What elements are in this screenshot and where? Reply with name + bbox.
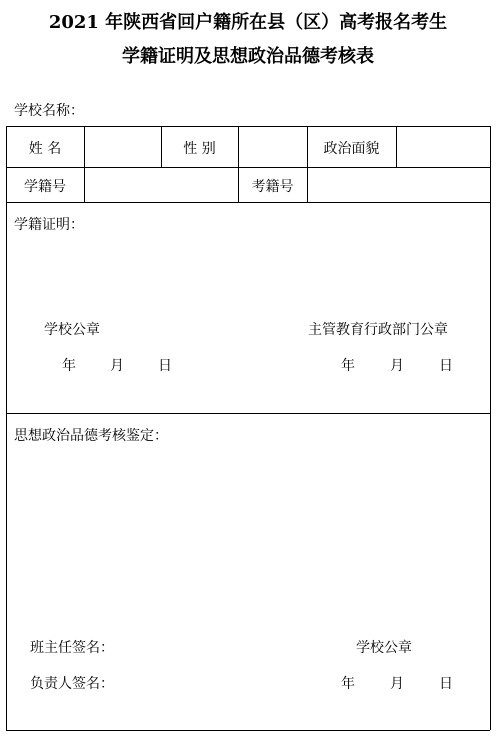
name-label: 姓 名: [28, 141, 62, 157]
student-id-label: 学籍号: [24, 179, 66, 195]
date-day-label: 日: [439, 358, 453, 374]
date-day-label: 日: [158, 358, 172, 374]
responsible-person-signature-label: 负责人签名：: [30, 676, 114, 692]
head-teacher-signature-label: 班主任签名：: [30, 640, 114, 656]
date-year-label: 年: [341, 358, 355, 374]
date-day-label: 日: [439, 676, 453, 692]
school-seal-label: 学校公章: [356, 640, 412, 656]
political-status-label: 政治面貌: [323, 141, 380, 157]
date-month-label: 月: [390, 358, 404, 374]
education-dept-seal-label: 主管教育行政部门公章: [308, 322, 448, 338]
date-month-label: 月: [390, 676, 404, 692]
date-month-label: 月: [110, 358, 124, 374]
school-name-label: 学校名称：: [14, 103, 84, 119]
exam-id-label: 考籍号: [251, 179, 294, 195]
enrollment-certification-heading: 学籍证明：: [14, 217, 84, 233]
form-title-line2: 学籍证明及思想政治品德考核表: [122, 46, 374, 67]
form-title-line1: 2021 年陕西省回户籍所在县（区）高考报名考生: [48, 12, 448, 33]
school-seal-label: 学校公章: [44, 322, 100, 338]
date-year-label: 年: [341, 676, 355, 692]
moral-evaluation-heading: 思想政治品德考核鉴定：: [14, 428, 168, 444]
date-year-label: 年: [62, 358, 76, 374]
gender-label: 性 别: [183, 141, 216, 157]
